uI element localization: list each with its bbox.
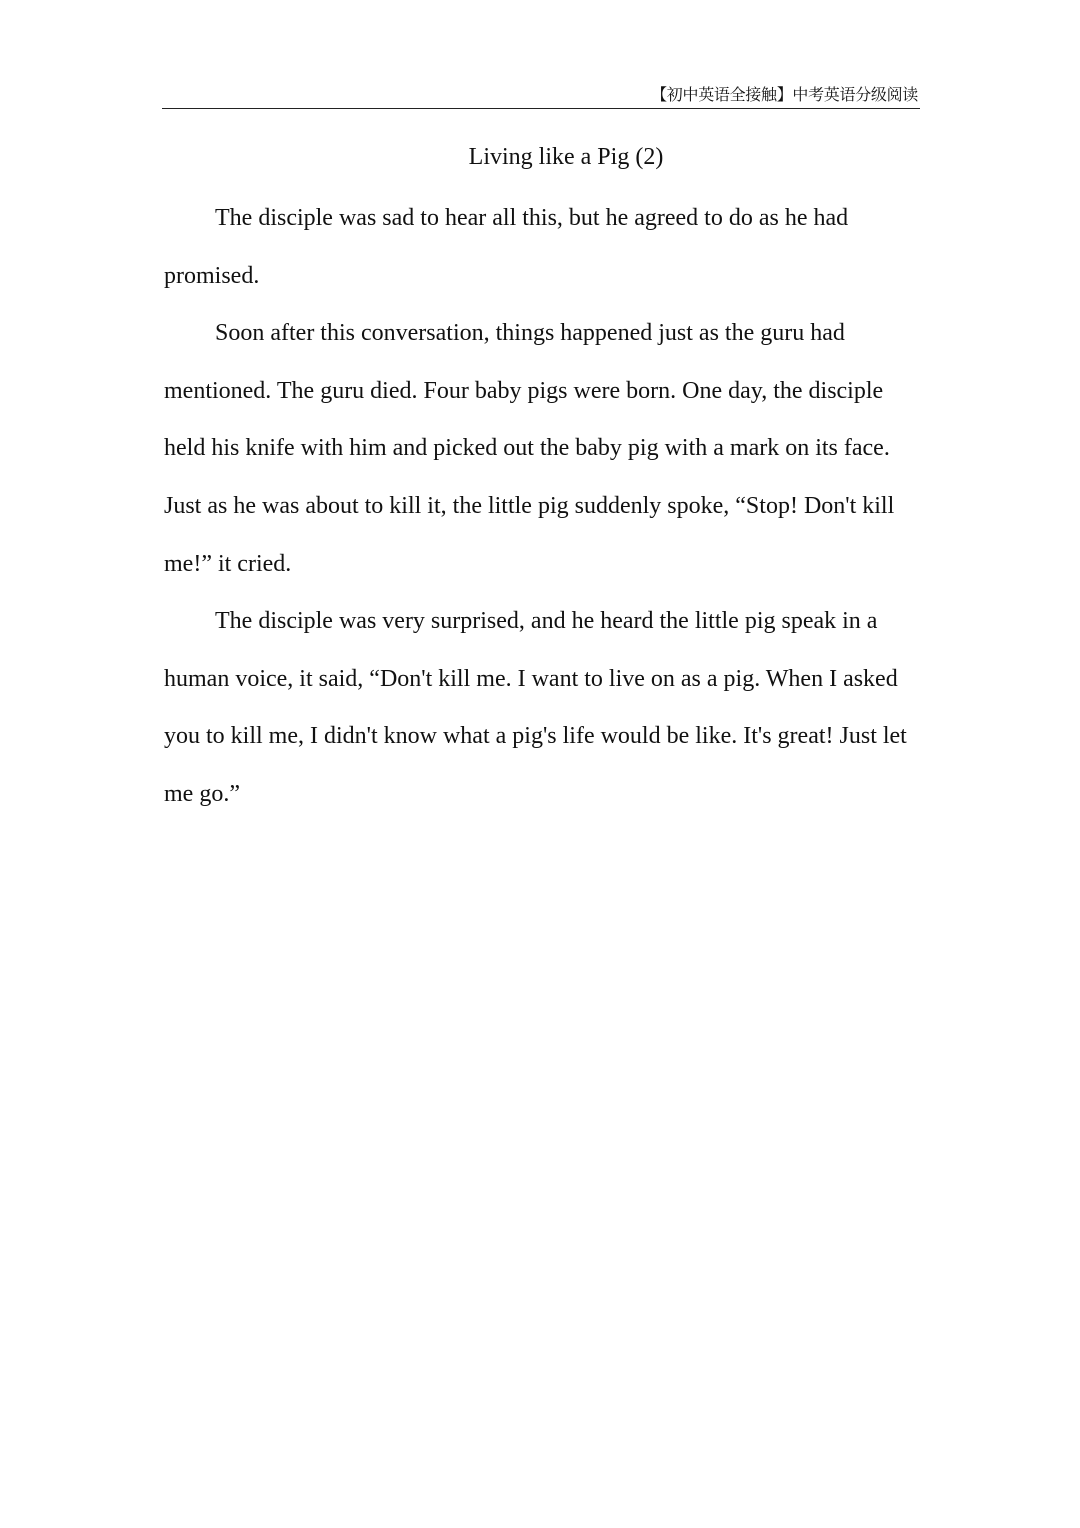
header-text: 【初中英语全接触】中考英语分级阅读 — [651, 85, 918, 104]
paragraph: The disciple was sad to hear all this, but he agreed to do as he had promised. — [164, 205, 849, 289]
paragraph: The disciple was very surprised, and he heard the little pig speak in a human voice, it said, “Don't kill me. I want to live on as a pig. When I asked you to kill me, I didn't know what a pig's life would be like. It's great! Just let me go.” — [164, 608, 907, 807]
story-title: Living like a Pig (2) — [468, 144, 664, 170]
story-body — [164, 190, 924, 824]
paragraph: Soon after this conversation, things happened just as the guru had mentioned. The guru died. Four baby pigs were born. One day, the disciple held his knife with him and picked out the baby pig with a mark on its face. Just as he was about to kill it, the little pig suddenly spoke, “Stop! Don't kill me!” it cried. — [164, 320, 895, 577]
page-header — [162, 78, 920, 109]
